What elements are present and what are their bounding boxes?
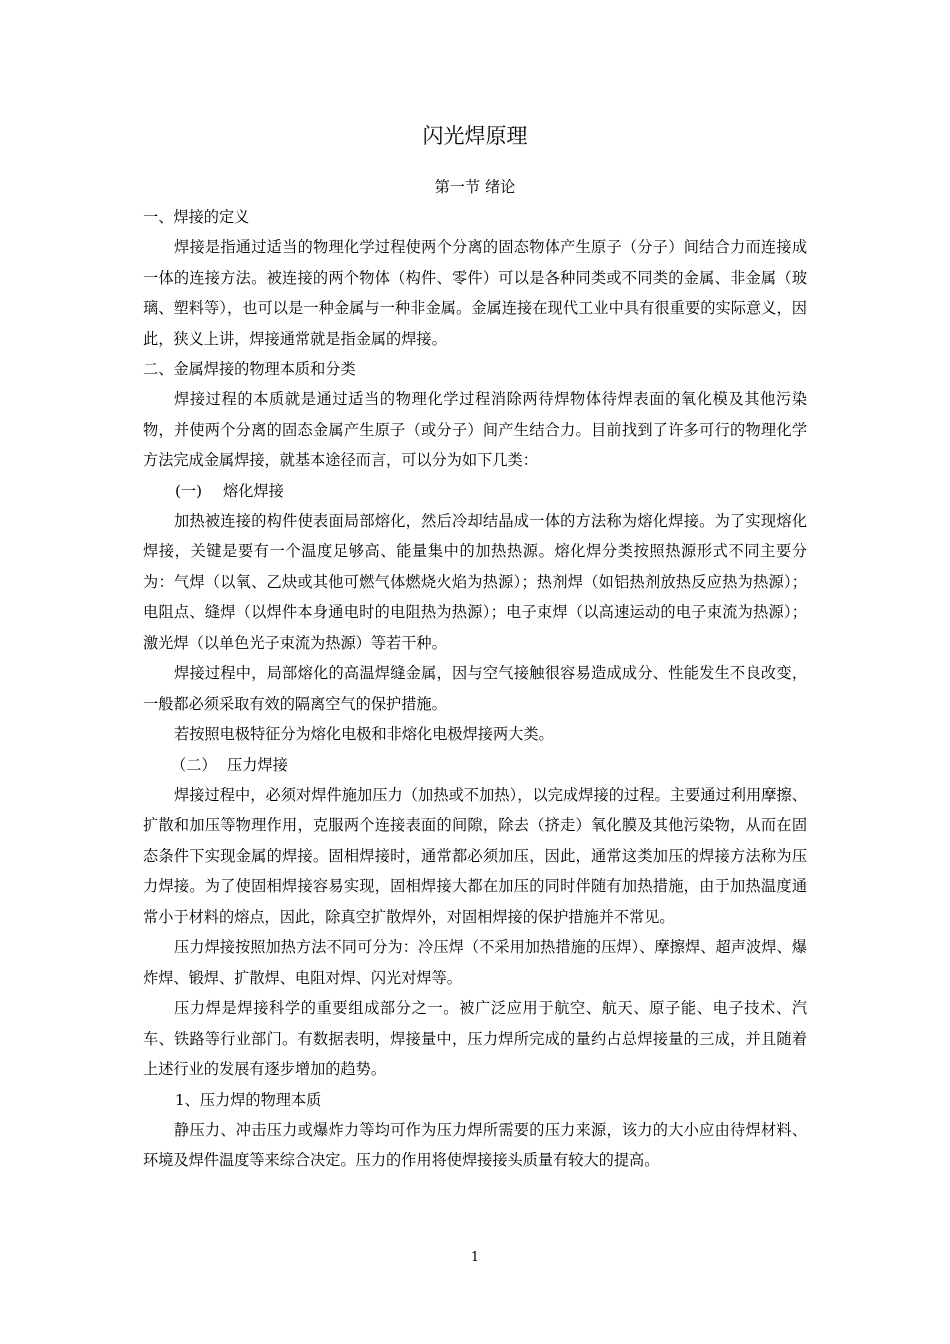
subheading-pressure-physics: 1、压力焊的物理本质 — [175, 1090, 322, 1109]
paragraph-pressure-physics: 静压力、冲击压力或爆炸力等均可作为压力焊所需要的压力来源，该力的大小应由待焊材料、环境及焊件温度等来综合决定。压力的作用将使焊接接头质量有较大的提高。 — [143, 1120, 807, 1169]
subheading-pressure-welding — [143, 750, 807, 780]
paragraph-definition: 焊接是指通过适当的物理化学过程使两个分离的固态物体产生原子（分子）间结合力而连接成一体的连接方法。被连接的两个物体（构件、零件）可以是各种同类或不同类的金属、非金属（玻璃、塑料等），也可以是一种金属与一种非金属。金属连接在现代工业中具有很重要的实际意义，因此，狭义上讲，焊接通常就是指金属的焊接。 — [143, 238, 807, 348]
section-title: 第一节 绪论 — [434, 178, 516, 196]
subheading-fusion-welding — [143, 476, 807, 506]
subheading-number: (一) — [175, 481, 203, 500]
paragraph-protection: 焊接过程中，局部熔化的高温焊缝金属，因与空气接触很容易造成成分、性能发生不良改变，一般都必须采取有效的隔离空气的保护措施。 — [143, 664, 807, 713]
subheading-label: 压力焊接 — [227, 755, 288, 774]
heading-physical-nature: 二、金属焊接的物理本质和分类 — [143, 360, 356, 378]
paragraph-fusion-welding: 加热被连接的构件使表面局部熔化，然后冷却结晶成一体的方法称为熔化焊接。为了实现熔化焊接，关键是要有一个温度足够高、能量集中的加热热源。熔化焊分类按照热源形式不同主要分为：气焊（以氧、乙炔或其他可燃气体燃烧火焰为热源）；热剂焊（如铝热剂放热反应热为热源）；电阻点、缝焊（以焊件本身通电时的电阻热为热源）；电子束焊（以高速运动的电子束流为热源）；激光焊（以单色光子束流为热源）等若干种。 — [143, 511, 807, 652]
paragraph-physical-nature: 焊接过程的本质就是通过适当的物理化学过程消除两待焊物体待焊表面的氧化模及其他污染物，并使两个分离的固态金属产生原子（或分子）间产生结合力。目前找到了许多可行的物理化学方法完成金属焊接，就基本途径而言，可以分为如下几类： — [143, 390, 807, 469]
page-number: 1 — [470, 1250, 480, 1265]
paragraph-electrode: 若按照电极特征分为熔化电极和非熔化电极焊接两大类。 — [174, 725, 554, 743]
paragraph-pressure-applications: 压力焊是焊接科学的重要组成部分之一。被广泛应用于航空、航天、原子能、电子技术、汽车、铁路等行业部门。有数据表明，焊接量中，压力焊所完成的量约占总焊接量的三成，并且随着上述行业的发展有逐步增加的趋势。 — [143, 999, 807, 1078]
heading-definition: 一、焊接的定义 — [143, 208, 250, 226]
subheading-number: （二） — [171, 755, 217, 774]
paragraph-pressure-methods: 压力焊接按照加热方法不同可分为：冷压焊（不采用加热措施的压焊）、摩擦焊、超声波焊、爆炸焊、锻焊、扩散焊、电阻对焊、闪光对焊等。 — [143, 938, 807, 987]
paragraph-pressure-welding: 焊接过程中，必须对焊件施加压力（加热或不加热），以完成焊接的过程。主要通过利用摩擦、扩散和加压等物理作用，克服两个连接表面的间隙，除去（挤走）氧化膜及其他污染物，从而在固态条件下实现金属的焊接。固相焊接时，通常都必须加压，因此，通常这类加压的焊接方法称为压力焊接。为了使固相焊接容易实现，固相焊接大都在加压的同时伴随有加热措施，由于加热温度通常小于材料的熔点，因此，除真空扩散焊外，对固相焊接的保护措施并不常见。 — [143, 785, 807, 926]
document-body — [143, 118, 807, 1176]
subheading-label: 熔化焊接 — [223, 481, 284, 500]
document-title: 闪光焊原理 — [422, 124, 528, 148]
